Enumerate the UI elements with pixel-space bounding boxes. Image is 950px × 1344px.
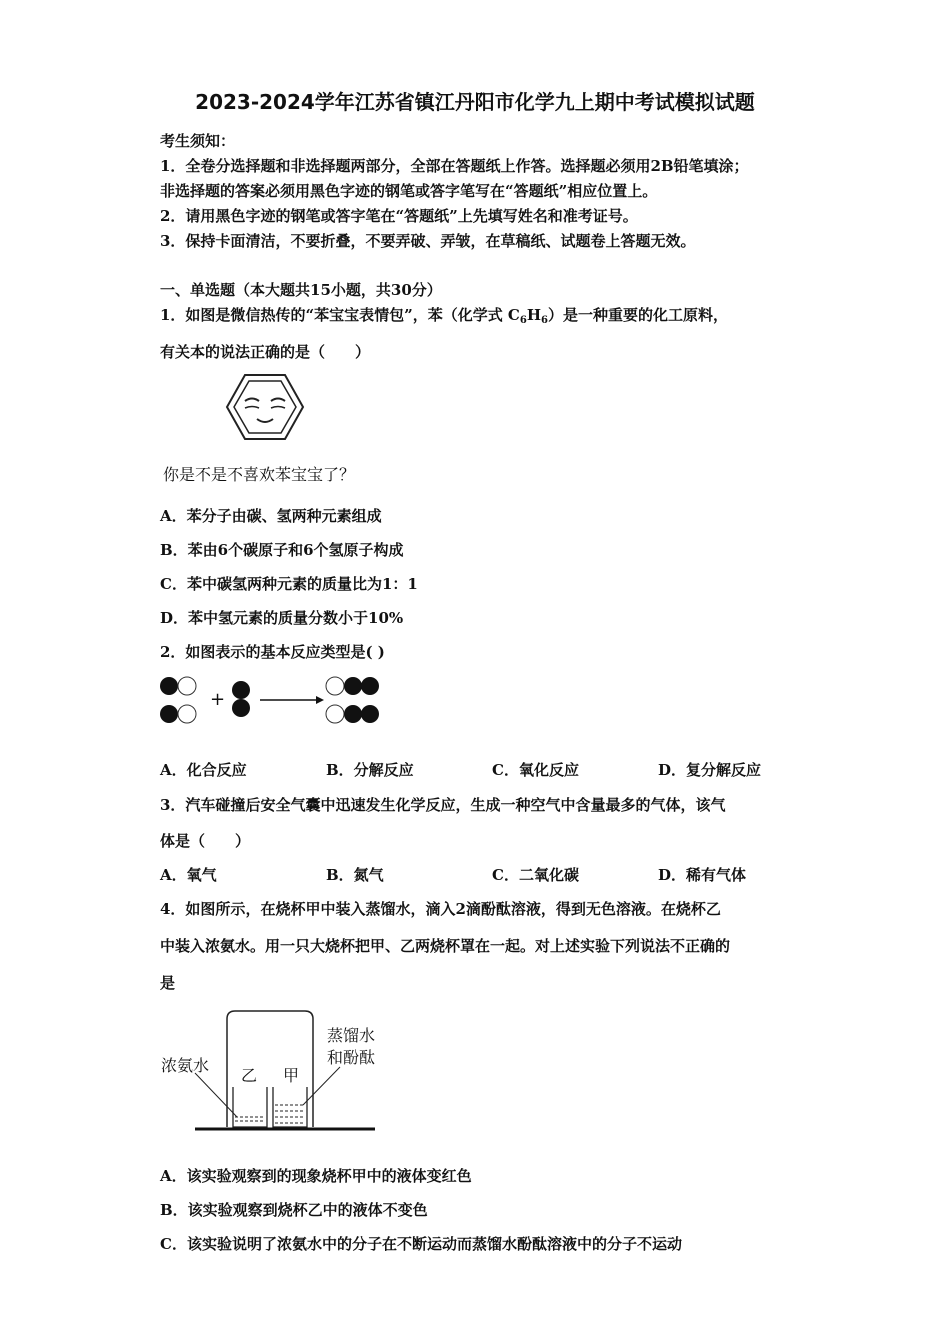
q2-option-d: D．复分解反应	[658, 761, 762, 779]
q1-option-d: D．苯中氢元素的质量分数小于10%	[160, 609, 404, 627]
q2-option-c: C．氧化反应	[492, 761, 579, 779]
product-molecules	[326, 677, 379, 723]
q4-option-b: B．该实验观察到烧杯乙中的液体不变色	[160, 1201, 428, 1219]
q3-option-d: D．稀有气体	[658, 866, 747, 884]
notice-item: 1．全卷分选择题和非选择题两部分，全部在答题纸上作答。选择题必须用2B铅笔填涂；	[160, 157, 749, 175]
q3-stem-line1: 3．汽车碰撞后安全气囊中迅速发生化学反应，生成一种空气中含量最多的气体，该气	[160, 796, 726, 814]
q3-option-a: A．氧气	[160, 866, 217, 884]
label-beaker-jia: 甲	[283, 1066, 300, 1085]
q2-option-a: A．化合反应	[160, 761, 247, 779]
q1-option-a: A．苯分子由碳、氢两种元素组成	[160, 507, 382, 525]
benzene-emoji-figure	[225, 372, 305, 442]
q4-stem-line2: 中装入浓氨水。用一只大烧杯把甲、乙两烧杯罩在一起。对上述实验下列说法不正确的	[160, 937, 731, 955]
notice-heading: 考生须知：	[160, 132, 236, 150]
notice-item: 非选择题的答案必须用黑色字迹的钢笔或答字笔写在“答题纸”相应位置上。	[160, 182, 658, 200]
reaction-arrow	[260, 696, 324, 704]
emoji-caption: 你是不是不喜欢苯宝宝了？	[163, 465, 356, 484]
reactant-molecule-2	[232, 681, 250, 717]
large-beaker	[227, 1011, 313, 1127]
label-beaker-yi: 乙	[241, 1066, 258, 1085]
beaker-yi	[233, 1087, 267, 1127]
notice-item: 3．保持卡面清洁，不要折叠，不要弄破、弄皱，在草稿纸、试题卷上答题无效。	[160, 232, 696, 250]
q4-stem-line1: 4．如图所示，在烧杯甲中装入蒸馏水，滴入2滴酚酞溶液，得到无色溶液。在烧杯乙	[160, 900, 721, 918]
reaction-diagram	[158, 674, 388, 726]
q1-option-c: C．苯中碳氢两种元素的质量比为1：1	[160, 575, 418, 593]
label-phenolphthalein: 和酚酞	[327, 1048, 376, 1067]
q3-option-b: B．氮气	[326, 866, 384, 884]
q3-stem-line2: 体是（ ）	[160, 832, 251, 850]
plus-sign: +	[210, 689, 226, 710]
q1-stem-line2: 有关本的说法正确的是（ ）	[160, 343, 371, 361]
label-ammonia: 浓氨水	[161, 1056, 210, 1075]
q1-option-b: B．苯由6个碳原子和6个氢原子构成	[160, 541, 404, 559]
label-pointer	[303, 1067, 340, 1105]
notice-item: 2．请用黑色字迹的钢笔或答字笔在“答题纸”上先填写姓名和准考证号。	[160, 207, 638, 225]
label-water: 蒸馏水	[327, 1026, 376, 1045]
q1-stem-line1: 1．如图是微信热传的“苯宝宝表情包”，苯（化学式 $C_6H_6$）是一种重要的化工原料，	[160, 306, 728, 326]
beaker-experiment-figure	[155, 1005, 395, 1135]
q3-option-c: C．二氧化碳	[492, 866, 579, 884]
q4-option-a: A．该实验观察到的现象烧杯甲中的液体变红色	[160, 1167, 472, 1185]
reactant-molecules	[160, 677, 196, 723]
q2-options	[160, 760, 800, 780]
q4-option-c: C．该实验说明了浓氨水中的分子在不断运动而蒸馏水酚酞溶液中的分子不运动	[160, 1235, 682, 1253]
q3-options	[160, 865, 800, 885]
q2-stem: 2．如图表示的基本反应类型是( )	[160, 643, 385, 661]
label-pointer	[195, 1073, 237, 1117]
page-title: 2023-2024学年江苏省镇江丹阳市化学九上期中考试模拟试题	[195, 90, 755, 114]
q4-stem-line3: 是	[160, 974, 176, 992]
beaker-jia	[273, 1087, 307, 1127]
section-heading: 一、单选题（本大题共15小题，共30分）	[160, 281, 442, 299]
q2-option-b: B．分解反应	[326, 761, 414, 779]
